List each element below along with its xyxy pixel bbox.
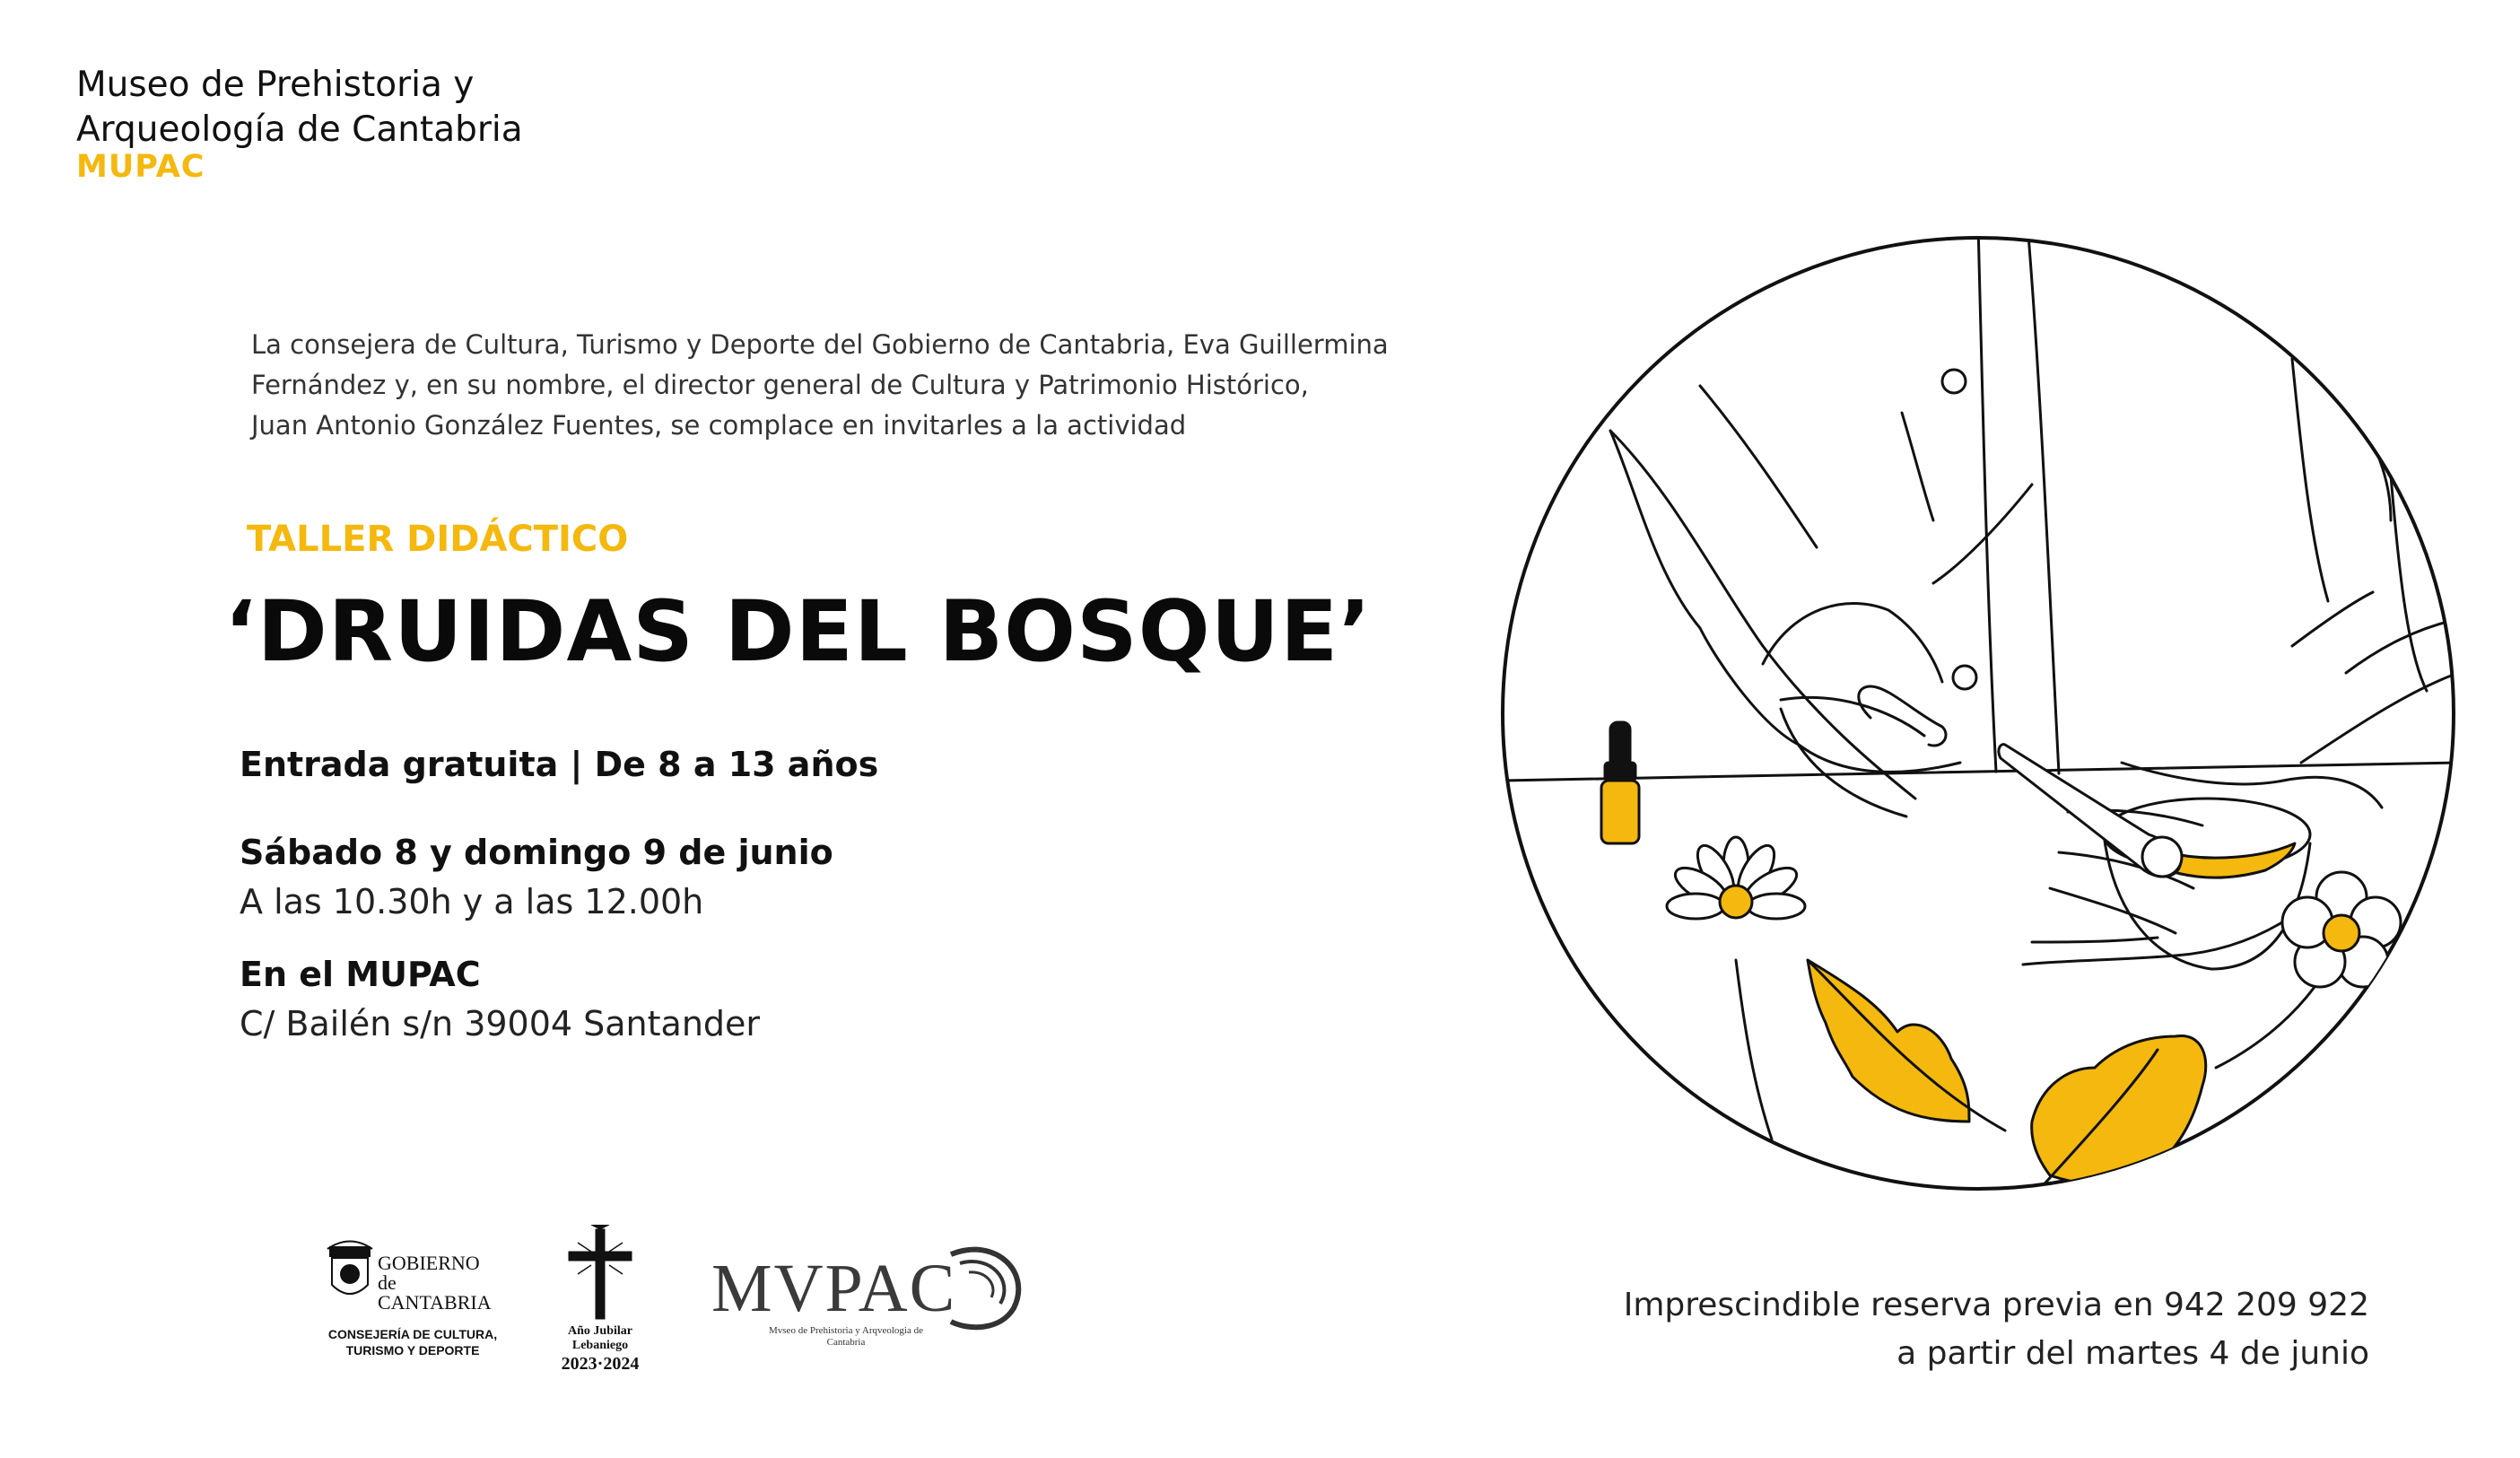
- mortar-illustration: [1494, 224, 2463, 1265]
- invitation-line-1: La consejera de Cultura, Turismo y Deporte del Gobierno de Cantabria, Eva Guillermina: [251, 329, 1389, 360]
- daisy-flower-icon: [1667, 837, 1805, 1139]
- event-venue: En el MUPAC: [240, 955, 481, 994]
- museum-acronym: MUPAC: [76, 149, 205, 185]
- event-address: C/ Bailén s/n 39004 Santander: [240, 1004, 761, 1043]
- entry-info: Entrada gratuita | De 8 a 13 años: [240, 745, 879, 784]
- invitation-line-2: Fernández y, en su nombre, el director general de Cultura y Patrimonio Histórico,: [251, 370, 1309, 400]
- reservation-info: [1624, 1281, 2369, 1378]
- event-category: TALLER DIDÁCTICO: [247, 519, 629, 560]
- consejeria-text: [318, 1326, 507, 1358]
- gobierno-logo-text: [378, 1253, 492, 1313]
- gobierno-line-1: GOBIERNO: [378, 1252, 480, 1274]
- left-thumb: [1859, 686, 1946, 746]
- button-icon: [1942, 370, 1966, 393]
- reservation-line-1: Imprescindible reserva previa en 942 209 922: [1623, 1287, 2369, 1323]
- mupac-sub-line-2: Cantabria: [826, 1337, 866, 1348]
- yellow-leaf-icon: [1808, 960, 2005, 1131]
- flower-icon: [2216, 872, 2401, 1068]
- ano-jubilar-text: [533, 1324, 667, 1375]
- ano-jubilar-line-2: Lebaniego: [571, 1339, 629, 1352]
- yellow-leaf-icon: [1996, 1035, 2206, 1238]
- dropper-bottle-icon: [1601, 722, 1639, 843]
- invitation-line-3: Juan Antonio González Fuentes, se complace en invitarles a la actividad: [251, 410, 1187, 441]
- museum-name: [76, 63, 523, 153]
- mupac-swirl-icon: [933, 1236, 1041, 1335]
- museum-name-line-2: Arqueología de Cantabria: [76, 109, 523, 150]
- frame-circle: [1503, 238, 2454, 1189]
- ano-jubilar-years: 2023·2024: [561, 1354, 640, 1374]
- event-times: A las 10.30h y a las 12.00h: [240, 882, 704, 921]
- gobierno-line-2: de: [378, 1271, 397, 1294]
- gobierno-line-3: CANTABRIA: [378, 1291, 492, 1314]
- button-icon: [1953, 666, 1976, 689]
- event-title: ‘DRUIDAS DEL BOSQUE’: [224, 583, 1372, 681]
- invitation-text: [251, 325, 1525, 446]
- mupac-sub-line-1: Mvseo de Prehistoria y Arqveologia de: [769, 1325, 923, 1336]
- museum-name-line-1: Museo de Prehistoria y: [76, 65, 475, 105]
- consejeria-line-1: CONSEJERÍA DE CULTURA,: [327, 1327, 498, 1341]
- event-date: Sábado 8 y domingo 9 de junio: [240, 833, 833, 872]
- cross-icon: [542, 1225, 658, 1332]
- reservation-line-2: a partir del martes 4 de junio: [1897, 1335, 2369, 1372]
- consejeria-line-2: TURISMO Y DEPORTE: [345, 1343, 480, 1358]
- ano-jubilar-line-1: Año Jubilar: [568, 1324, 632, 1338]
- mupac-logo-word: MVPAC: [711, 1251, 957, 1326]
